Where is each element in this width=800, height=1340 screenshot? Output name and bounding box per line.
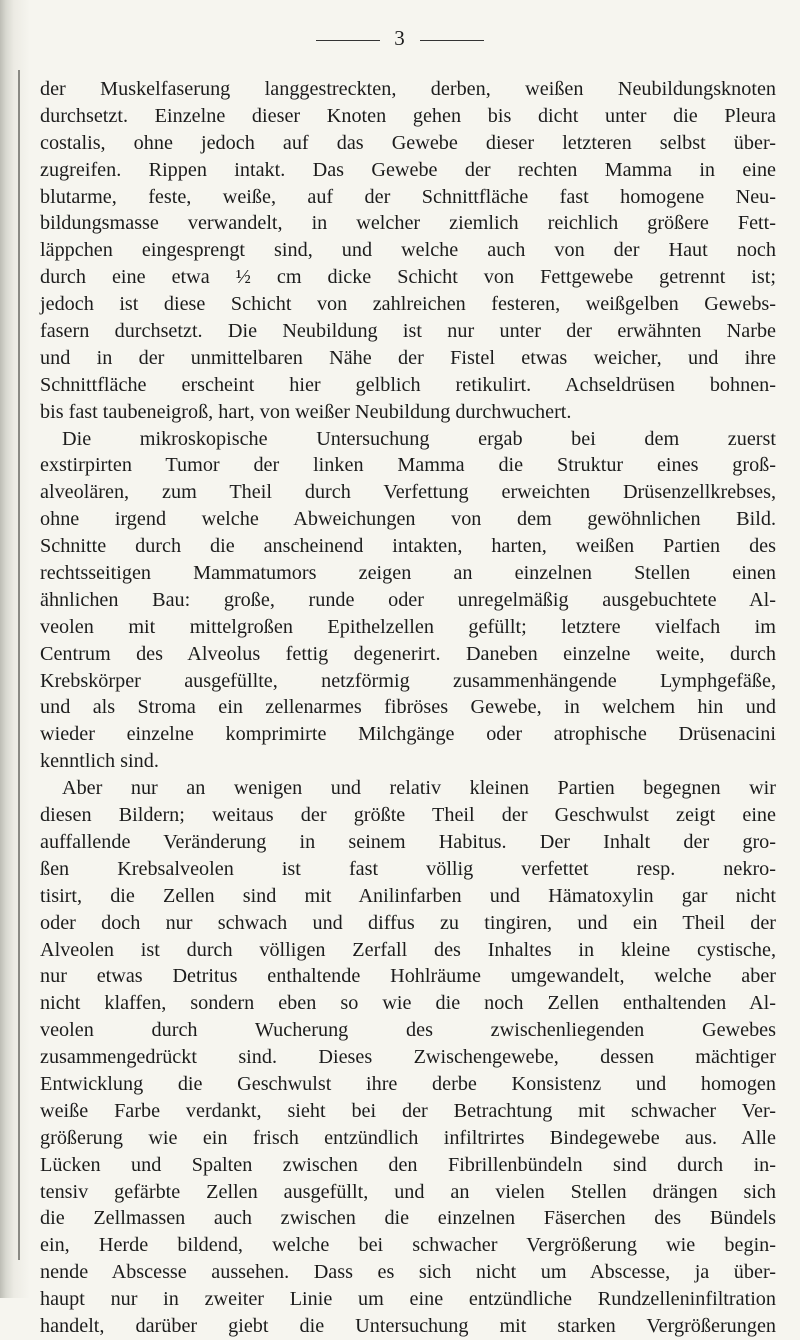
body-text [40,76,776,1340]
text-line: ßen Krebsalveolen ist fast völlig verfettet resp. nekro- [40,857,776,880]
text-line: zugreifen. Rippen intakt. Das Gewebe der rechten Mamma in eine [40,158,776,181]
text-line: weiße Farbe verdankt, sieht bei der Betrachtung mit schwacher Ver- [40,1099,776,1122]
text-line: alveolären, zum Theil durch Verfettung erweichten Drüsenzellkrebses, [40,481,776,504]
text-line: durch eine etwa ½ cm dicke Schicht von Fettgewebe getrennt ist; [40,266,776,289]
text-line: blutarme, feste, weiße, auf der Schnittfläche fast homogene Neu- [40,185,776,208]
text-line: diesen Bildern; weitaus der größte Theil der Geschwulst zeigt eine [40,804,776,827]
text-line: oder doch nur schwach und diffus zu tingiren, und ein Theil der [40,911,776,934]
text-line: die Zellmassen auch zwischen die einzelnen Fäserchen des Bündels [40,1207,776,1230]
text-line: Krebskörper ausgefüllte, netzförmig zusammenhängende Lymphgefäße, [40,669,776,692]
text-line: nur etwas Detritus enthaltende Hohlräume umgewandelt, welche aber [40,965,776,988]
page-gutter-shadow [0,0,30,1298]
text-line: wieder einzelne komprimirte Milchgänge oder atrophische Drüsenacini [40,723,776,746]
text-line: Schnittfläche erscheint hier gelblich retikulirt. Achseldrüsen bohnen- [40,373,776,396]
text-line: exstirpirten Tumor der linken Mamma die Struktur eines groß- [40,454,776,477]
text-line: läppchen eingesprengt sind, und welche auch von der Haut noch [40,239,776,262]
text-line: durchsetzt. Einzelne dieser Knoten gehen bis dicht unter die Pleura [40,104,776,127]
text-line: und als Stroma ein zellenarmes fibröses Gewebe, in welchem hin und [40,696,776,719]
text-line: Entwicklung die Geschwulst ihre derbe Konsistenz und homogen [40,1072,776,1095]
text-line: der Muskelfaserung langgestreckten, derben, weißen Neubildungsknoten [40,78,776,100]
text-line: ohne irgend welche Abweichungen von dem gewöhnlichen Bild. [40,508,776,531]
text-line: Alveolen ist durch völligen Zerfall des Inhaltes in kleine cystische, [40,938,776,961]
text-line: Schnitte durch die anscheinend intakten, harten, weißen Partien des [40,535,776,558]
text-line: Lücken und Spalten zwischen den Fibrillenbündeln sind durch in- [40,1153,776,1176]
text-line: zusammengedrückt sind. Dieses Zwischengewebe, dessen mächtiger [40,1046,776,1069]
text-line: handelt, darüber giebt die Untersuchung mit starken Vergrößerungen [40,1314,776,1337]
text-line: tensiv gefärbte Zellen ausgefüllt, und an vielen Stellen drängen sich [40,1180,776,1203]
text-line: fasern durchsetzt. Die Neubildung ist nur unter der erwähnten Narbe [40,320,776,343]
text-line: ähnlichen Bau: große, runde oder unregelmäßig ausgebuchtete Al- [40,588,776,611]
text-line: bildungsmasse verwandelt, in welcher ziemlich reichlich größere Fett- [40,212,776,235]
header-rule-left [316,40,380,41]
page-number: 3 [394,26,406,50]
text-line: veolen durch Wucherung des zwischenliegenden Gewebes [40,1019,776,1042]
text-line: costalis, ohne jedoch auf das Gewebe dieser letzteren selbst über- [40,131,776,154]
text-line: bis fast taubeneigroß, hart, von weißer Neubildung durchwuchert. [40,400,572,423]
text-line: tisirt, die Zellen sind mit Anilinfarben und Hämatoxylin gar nicht [40,884,776,907]
text-line: haupt nur in zweiter Linie um eine entzündliche Rundzelleninfiltration [40,1288,776,1311]
page-header [0,26,800,51]
header-rule-right [420,40,484,41]
text-line: Aber nur an wenigen und relativ kleinen Partien begegnen wir [62,777,776,800]
text-line: jedoch ist diese Schicht von zahlreichen festeren, weißgelben Gewebs- [40,293,776,316]
text-line: Die mikroskopische Untersuchung ergab bei dem zuerst [62,427,776,450]
text-line: Centrum des Alveolus fettig degenerirt. Daneben einzelne weite, durch [40,642,776,665]
text-line: veolen mit mittelgroßen Epithelzellen gefüllt; letztere vielfach im [40,615,776,638]
text-line: nende Abscesse aussehen. Dass es sich nicht um Abscesse, ja über- [40,1261,776,1284]
text-line: auffallende Veränderung in seinem Habitus. Der Inhalt der gro- [40,830,776,853]
text-line: ein, Herde bildend, welche bei schwacher Vergrößerung wie begin- [40,1234,776,1257]
binding-edge [18,70,20,1260]
text-line: rechtsseitigen Mammatumors zeigen an einzelnen Stellen einen [40,562,776,585]
text-line: kenntlich sind. [40,750,159,773]
text-line: und in der unmittelbaren Nähe der Fistel etwas weicher, und ihre [40,346,776,369]
text-line: nicht klaffen, sondern eben so wie die noch Zellen enthaltenden Al- [40,992,776,1015]
text-line: größerung wie ein frisch entzündlich infiltrirtes Bindegewebe aus. Alle [40,1126,776,1149]
